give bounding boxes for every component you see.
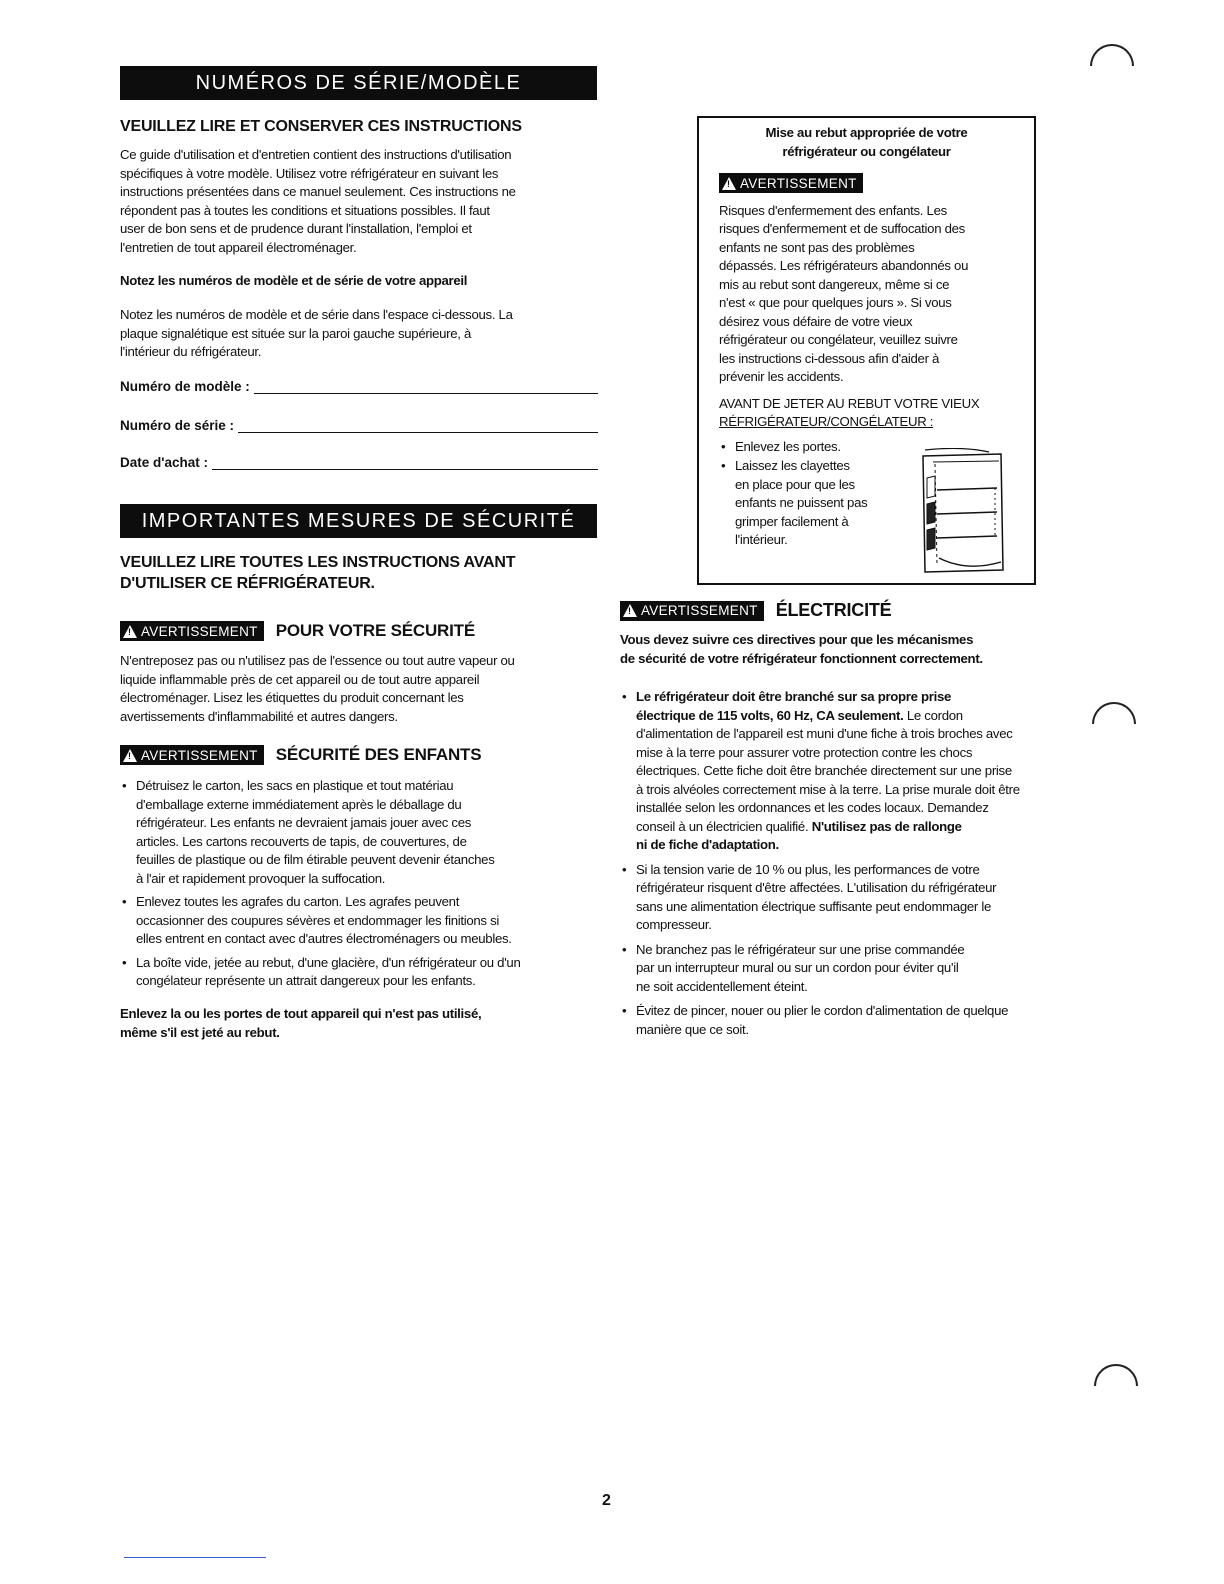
before-disposal-heading bbox=[719, 395, 1034, 432]
text-line: Enlevez la ou les portes de tout appareil qui n'est pas utilisé, bbox=[120, 1006, 482, 1021]
read-and-keep-heading: VEUILLEZ LIRE ET CONSERVER CES INSTRUCTIONS bbox=[120, 118, 522, 135]
purchase-date-field[interactable] bbox=[120, 450, 598, 470]
text-line: ni de fiche d'adaptation. bbox=[636, 837, 779, 852]
text-line: grimper facilement à bbox=[735, 513, 849, 529]
text-line: • Détruisez le carton, les sacs en plastique et tout matériau bbox=[136, 778, 454, 793]
list-item bbox=[719, 438, 909, 457]
your-safety-paragraph bbox=[120, 652, 600, 726]
serial-number-label: Numéro de série : bbox=[120, 418, 235, 433]
model-number-line[interactable] bbox=[254, 381, 598, 394]
your-safety-title: POUR VOTRE SÉCURITÉ bbox=[275, 621, 475, 640]
disposal-steps-list bbox=[719, 438, 909, 550]
warning-triangle-icon: ! bbox=[623, 604, 637, 617]
text-line: Le cordon bbox=[906, 707, 963, 723]
footer-rule bbox=[124, 1557, 266, 1558]
serial-number-line[interactable] bbox=[238, 420, 598, 433]
text-line: réfrigérateur ou congélateur, veuillez suivre bbox=[719, 332, 958, 347]
warning-triangle-icon: ! bbox=[123, 625, 137, 638]
warning-triangle-icon: ! bbox=[123, 749, 137, 762]
warning-label: AVERTISSEMENT bbox=[740, 175, 857, 191]
text-line: enfants ne puissent pas bbox=[735, 495, 868, 510]
text-line: • Enlevez toutes les agrafes du carton. Les agrafes peuvent bbox=[136, 894, 460, 909]
purchase-date-label: Date d'achat : bbox=[120, 455, 208, 470]
text-line: VEUILLEZ LIRE TOUTES LES INSTRUCTIONS AVANT bbox=[120, 554, 516, 571]
text-line: congélateur représente un attrait dangereux pour les enfants. bbox=[136, 973, 476, 988]
serial-number-field[interactable] bbox=[120, 413, 598, 433]
warning-label: AVERTISSEMENT bbox=[141, 623, 258, 639]
text-line: n'est « que pour quelques jours ». Si vous bbox=[719, 295, 952, 310]
model-number-field[interactable] bbox=[120, 374, 598, 394]
text-line: • La boîte vide, jetée au rebut, d'une glacière, d'un réfrigérateur ou d'un bbox=[136, 954, 521, 970]
text-line: électrique de 115 volts, 60 Hz, CA seulement. bbox=[636, 707, 904, 723]
text-line: articles. Les cartons recouverts de tapis, de couvertures, de bbox=[136, 833, 467, 849]
text-line: risques d'enfermement et de suffocation des bbox=[719, 221, 965, 236]
text-line: Vous devez suivre ces directives pour que les mécanismes bbox=[620, 632, 974, 647]
text-line: mise à la terre pour assurer votre protection contre les chocs bbox=[636, 744, 973, 760]
list-item bbox=[620, 941, 1100, 997]
text-line: instructions présentées dans ce manuel seulement. Ces instructions ne bbox=[120, 184, 516, 199]
list-item bbox=[620, 861, 1100, 935]
text-line: • Le réfrigérateur doit être branché sur sa propre prise bbox=[636, 689, 952, 704]
text-line: réfrigérateur ou congélateur bbox=[782, 143, 951, 159]
disposal-warning-row bbox=[719, 173, 1034, 195]
list-item bbox=[120, 893, 610, 949]
text-line: enfants ne sont pas des problèmes bbox=[719, 239, 915, 255]
open-refrigerator-illustration bbox=[917, 448, 1017, 576]
intro-paragraph bbox=[120, 146, 600, 257]
text-line: occasionner des coupures sévères et endommager les finitions si bbox=[136, 912, 500, 928]
safety-banner: IMPORTANTES MESURES DE SÉCURITÉ bbox=[120, 504, 597, 538]
read-all-heading bbox=[120, 552, 515, 594]
text-line: ne soit accidentellement éteint. bbox=[636, 978, 808, 994]
warning-badge bbox=[120, 621, 264, 641]
text-line: l'intérieur du réfrigérateur. bbox=[120, 344, 262, 359]
warning-badge bbox=[120, 745, 264, 765]
text-line: Notez les numéros de modèle et de série dans l'espace ci-dessous. La bbox=[120, 307, 513, 322]
text-line: N'entreposez pas ou n'utilisez pas de l'essence ou tout autre vapeur ou bbox=[120, 653, 515, 668]
model-number-label: Numéro de modèle : bbox=[120, 379, 250, 394]
text-line: réfrigérateur risquent d'être affectées. L'utilisation du réfrigérateur bbox=[636, 880, 997, 895]
text-line: liquide inflammable près de cet appareil ou de tout autre appareil bbox=[120, 671, 480, 687]
text-line: avertissements d'inflammabilité et autres dangers. bbox=[120, 708, 398, 724]
text-line: Risques d'enfermement des enfants. Les bbox=[719, 202, 947, 218]
text-line: sans une alimentation électrique suffisante peut endommager le bbox=[636, 898, 992, 914]
list-item bbox=[120, 777, 610, 888]
text-line: manière que ce soit. bbox=[636, 1021, 749, 1037]
warning-triangle-icon: ! bbox=[722, 177, 736, 190]
text-line: • Si la tension varie de 10 % ou plus, les performances de votre bbox=[636, 861, 980, 877]
text-line: de sécurité de votre réfrigérateur fonctionnent correctement. bbox=[620, 650, 983, 666]
text-line: D'UTILISER CE RÉFRIGÉRATEUR. bbox=[120, 575, 375, 592]
text-line: elles entrent en contact avec d'autres électroménagers ou meubles. bbox=[136, 931, 512, 946]
text-line: • Laissez les clayettes bbox=[735, 458, 850, 473]
text-line: Mise au rebut appropriée de votre bbox=[765, 125, 968, 140]
child-safety-list bbox=[120, 777, 610, 996]
text-line: désirez vous défaire de votre vieux bbox=[719, 313, 913, 329]
text-line: • Évitez de pincer, nouer ou plier le cordon d'alimentation de quelque bbox=[636, 1003, 1009, 1018]
purchase-date-line[interactable] bbox=[212, 457, 598, 470]
warning-label: AVERTISSEMENT bbox=[141, 747, 258, 763]
electricity-intro bbox=[620, 631, 1100, 668]
text-line: électroménager. Lisez les étiquettes du produit concernant les bbox=[120, 690, 464, 705]
text-line: dépassés. Les réfrigérateurs abandonnés ou bbox=[719, 258, 969, 273]
note-numbers-heading: Notez les numéros de modèle et de série de votre appareil bbox=[120, 273, 468, 288]
text-line: à l'air et rapidement provoquer la suffocation. bbox=[136, 870, 386, 886]
text-line: répondent pas à toutes les conditions et situations possibles. Il faut bbox=[120, 202, 490, 218]
text-line: spécifiques à votre modèle. Utilisez votre réfrigérateur en suivant les bbox=[120, 165, 499, 181]
text-line: d'emballage externe immédiatement après le déballage du bbox=[136, 796, 462, 812]
text-line: conseil à un électricien qualifié. bbox=[636, 818, 809, 834]
text-line: d'alimentation de l'appareil est muni d'une fiche à trois broches avec bbox=[636, 726, 1013, 741]
list-item bbox=[620, 688, 1100, 855]
text-line: prévenir les accidents. bbox=[719, 369, 844, 384]
warning-label: AVERTISSEMENT bbox=[641, 603, 758, 618]
text-line: plaque signalétique est située sur la paroi gauche supérieure, à bbox=[120, 325, 472, 341]
text-line: l'intérieur. bbox=[735, 532, 788, 547]
warning-badge bbox=[620, 601, 764, 621]
electricity-title: ÉLECTRICITÉ bbox=[775, 600, 892, 620]
text-line: en place pour que les bbox=[735, 476, 855, 492]
text-line: feuilles de plastique ou de film étirable peuvent devenir étanches bbox=[136, 852, 495, 867]
text-line: compresseur. bbox=[636, 917, 712, 932]
list-item bbox=[620, 1002, 1100, 1039]
text-line: Ce guide d'utilisation et d'entretien contient des instructions d'utilisation bbox=[120, 147, 512, 162]
electricity-list bbox=[620, 688, 1100, 1044]
text-line: même s'il est jeté au rebut. bbox=[120, 1024, 280, 1040]
serial-model-banner: NUMÉROS DE SÉRIE/MODÈLE bbox=[120, 66, 597, 100]
disposal-title bbox=[699, 124, 1034, 161]
text-line: • Enlevez les portes. bbox=[735, 438, 841, 454]
text-line: les instructions ci-dessous afin d'aider à bbox=[719, 350, 940, 366]
text-line: par un interrupteur mural ou sur un cordon pour éviter qu'il bbox=[636, 960, 959, 975]
disposal-paragraph bbox=[719, 202, 1034, 387]
text-line: électriques. Cette fiche doit être branchée directement sur une prise bbox=[636, 763, 1012, 778]
text-line: installée selon les ordonnances et les codes locaux. Demandez bbox=[636, 800, 989, 815]
binder-hole-mark bbox=[1090, 44, 1134, 66]
text-line: user de bon sens et de prudence durant l'installation, l'emploi et bbox=[120, 221, 472, 236]
text-line: RÉFRIGÉRATEUR/CONGÉLATEUR : bbox=[719, 414, 934, 429]
text-line: mis au rebut sont dangereux, même si ce bbox=[719, 276, 950, 292]
remove-doors-note bbox=[120, 1005, 610, 1042]
text-line: N'utilisez pas de rallonge bbox=[811, 818, 962, 834]
note-paragraph bbox=[120, 306, 600, 362]
child-safety-warning-row bbox=[120, 745, 481, 765]
list-item bbox=[120, 954, 610, 991]
warning-badge bbox=[719, 173, 863, 193]
text-line: AVANT DE JETER AU REBUT VOTRE VIEUX bbox=[719, 395, 980, 411]
text-line: l'entretien de tout appareil électroménager. bbox=[120, 239, 357, 255]
page-number: 2 bbox=[602, 1492, 611, 1509]
list-item bbox=[719, 457, 909, 550]
binder-hole-mark bbox=[1094, 1364, 1138, 1386]
text-line: réfrigérateur. Les enfants ne devraient jamais jouer avec ces bbox=[136, 815, 472, 830]
text-line: • Ne branchez pas le réfrigérateur sur une prise commandée bbox=[636, 941, 965, 957]
electricity-warning-row bbox=[620, 600, 892, 621]
disposal-box bbox=[697, 116, 1036, 585]
child-safety-title: SÉCURITÉ DES ENFANTS bbox=[275, 745, 482, 764]
text-line: à trois alvéoles correctement mise à la terre. La prise murale doit être bbox=[636, 781, 1020, 797]
your-safety-warning-row bbox=[120, 621, 475, 641]
